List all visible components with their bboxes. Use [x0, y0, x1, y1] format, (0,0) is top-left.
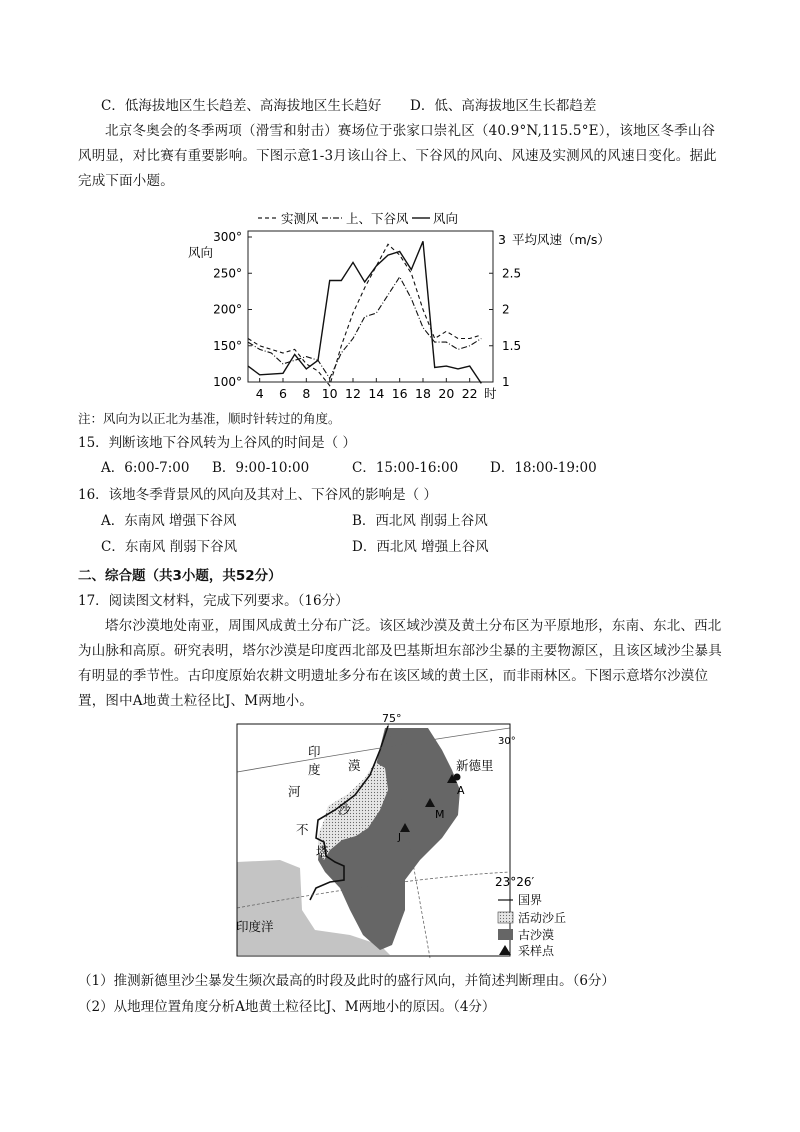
point-label-j: J — [398, 832, 401, 843]
chart-legend — [258, 211, 458, 226]
x-tick-label: 16 — [391, 386, 408, 401]
q14-option-d: D．低、高海拔地区生长都趋差 — [410, 98, 597, 114]
q16-option-b: B．西北风 削弱上谷风 — [352, 513, 488, 529]
point-label-m: M — [435, 808, 445, 821]
legend-border: 国界 — [518, 893, 543, 907]
series-line — [248, 241, 481, 383]
q15-option-d: D．18:00-19:00 — [490, 460, 597, 476]
y-left-tick-label: 150° — [213, 338, 242, 353]
region-char: 河 — [288, 784, 301, 799]
lon-label: 75° — [382, 712, 402, 725]
y-right-label: 平均风速（m/s） — [512, 232, 610, 247]
q15-option-b: B．9:00-10:00 — [212, 460, 310, 476]
q16-stem: 16．该地冬季背景风的风向及其对上、下谷风的影响是（ ） — [78, 487, 437, 503]
point-label-a: A — [457, 784, 465, 797]
region-char: 印 — [308, 744, 321, 759]
y-left-tick-label: 250° — [213, 266, 242, 281]
city-label: 新德里 — [456, 758, 494, 773]
x-tick-label: 18 — [415, 386, 431, 401]
legend-dune: 活动沙丘 — [518, 911, 567, 925]
q16-option-c: C．东南风 削弱下谷风 — [101, 539, 238, 555]
x-tick-label: 6 — [279, 386, 287, 401]
y-left-tick-label: 100° — [213, 375, 242, 389]
thar-desert-map — [220, 710, 590, 960]
ocean-label: 印度洋 — [236, 919, 274, 934]
intro-paragraph: 北京冬奥会的冬季两项（滑雪和射击）赛场位于张家口崇礼区（40.9°N,115.5°E），该地区冬季山谷风明显，对比赛有重要影响。下图示意1-3月该山谷上、下谷风的风向、风速及实测风的风速日变化。据此完成下面小题。 — [78, 123, 717, 189]
x-tick-label: 22 — [461, 386, 478, 401]
x-tick-label: 8 — [302, 386, 311, 401]
lat30-label: 30° — [498, 736, 516, 747]
q15-stem: 15．判断该地下谷风转为上谷风的时间是（ ） — [78, 435, 356, 451]
region-char: 漠 — [348, 758, 361, 773]
x-tick-label: 20 — [438, 386, 455, 401]
legend-ancient-swatch — [498, 929, 513, 940]
q16-option-d: D．西北风 增强上谷风 — [352, 539, 489, 555]
y-left-tick-label: 300° — [213, 230, 242, 244]
q15-option-a: A．6:00-7:00 — [101, 460, 190, 476]
region-char: 不 — [296, 822, 309, 837]
y-right-tick-label: 2 — [502, 302, 510, 317]
y-right-tick-label: 1 — [502, 375, 510, 389]
x-tick-label: 12 — [345, 386, 361, 401]
y-right-tick-label: 2.5 — [502, 266, 522, 281]
tropic-label: 23°26′ — [495, 875, 535, 889]
region-char: 塔 — [316, 844, 329, 859]
legend-ancient: 古沙漠 — [518, 928, 555, 942]
plot-frame — [248, 231, 493, 382]
q16-option-a: A．东南风 增强下谷风 — [101, 513, 237, 529]
q17-paragraph: 塔尔沙漠地处南亚，周围风成黄土分布广泛。该区域沙漠及黄土分布区为平原地形，东南、东北、西北为山脉和高原。研究表明，塔尔沙漠是印度西北部及巴基斯坦东部沙尘暴的主要物源区，且该区域沙尘暴具有明显的季节性。古印度原始农耕文明遗址多分布在该区域的黄土区，而非雨林区。下图示意塔尔沙漠位置，图中A地黄土粒径比J、M两地小。 — [78, 618, 722, 709]
legend-dune-swatch — [498, 912, 513, 923]
y-left-label: 风向 — [188, 245, 214, 260]
region-char: 度 — [308, 762, 321, 777]
q17-stem: 17．阅读图文材料，完成下列要求。（16分） — [78, 593, 349, 609]
x-tick-label: 14 — [368, 386, 385, 401]
q17-sub2: （2）从地理位置角度分析A地黄土粒径比J、M两地小的原因。（4分） — [78, 999, 496, 1015]
y-right-tick-label: 1.5 — [502, 338, 522, 353]
legend-sample: 采样点 — [518, 944, 555, 958]
region-char: 沙 — [338, 802, 351, 817]
y-right-label-num: 3 — [498, 232, 506, 247]
y-left-tick-label: 200° — [213, 302, 242, 317]
x-unit: 时 — [484, 386, 497, 401]
legend-direction: 风向 — [433, 211, 459, 226]
x-tick-label: 4 — [255, 386, 264, 401]
wind-chart — [180, 205, 610, 405]
section-heading: 二、综合题（共3小题，共52分） — [78, 568, 282, 584]
series-line — [248, 277, 481, 379]
q14-option-c: C．低海拔地区生长趋差、高海拔地区生长趋好 — [101, 98, 382, 114]
legend-valley: 上、下谷风 — [346, 211, 409, 226]
chart-note: 注：风向为以正北为基准，顺时针转过的角度。 — [78, 411, 341, 426]
legend-measured: 实测风 — [281, 211, 319, 226]
q15-option-c: C．15:00-16:00 — [352, 460, 459, 476]
x-tick-label: 10 — [321, 386, 338, 401]
q17-sub1: （1）推测新德里沙尘暴发生频次最高的时段及此时的盛行风向，并简述判断理由。（6分） — [78, 973, 615, 989]
